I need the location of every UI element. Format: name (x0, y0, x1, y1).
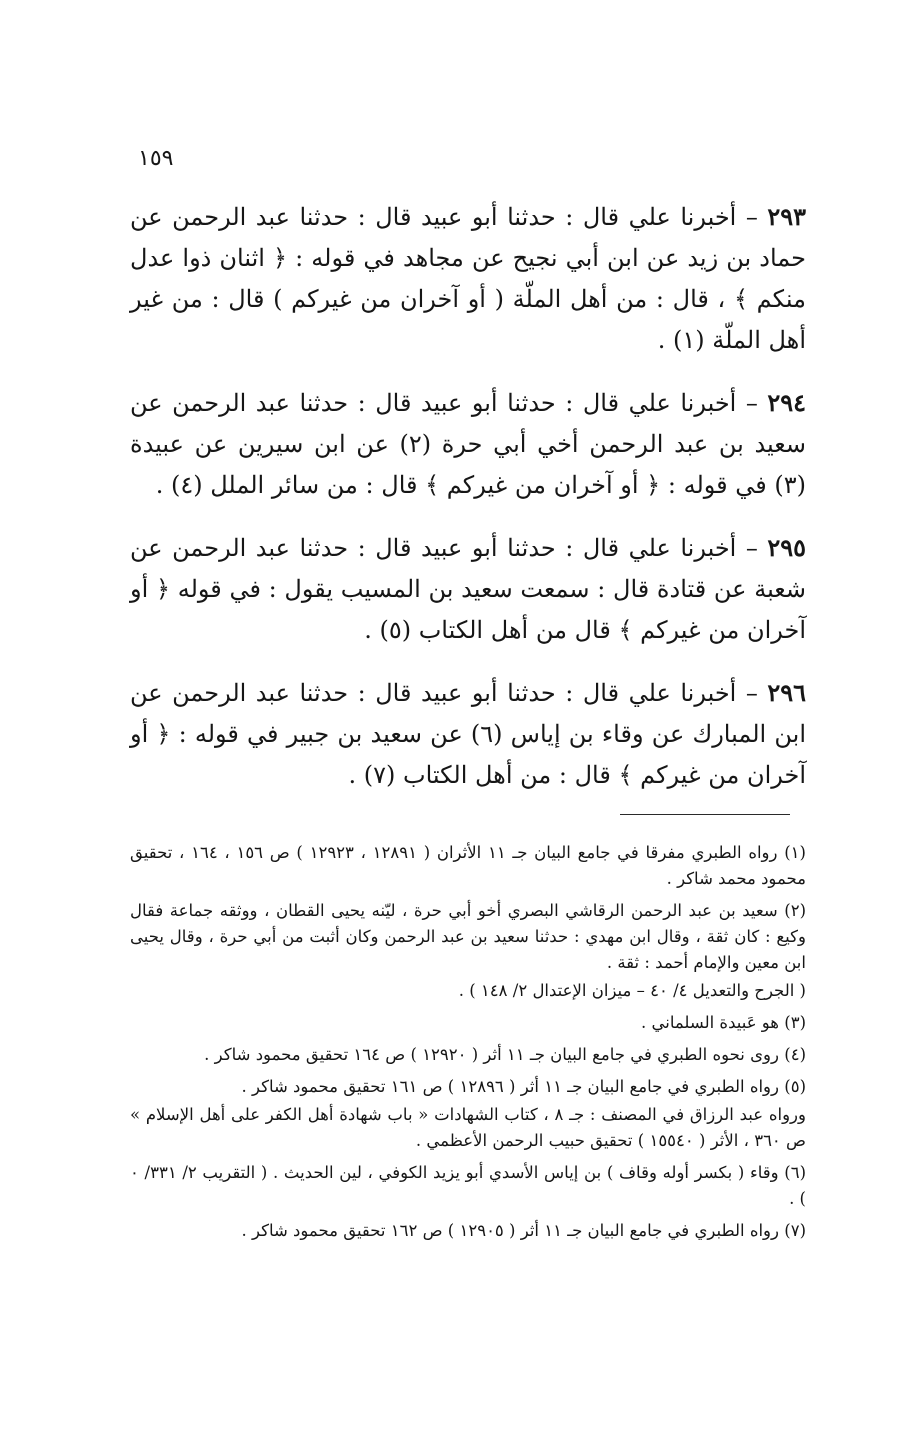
entry-number: ٢٩٤ (767, 388, 806, 417)
footnote-separator (620, 814, 790, 815)
footnote-4: (٤) روى نحوه الطبري في جامع البيان جـ ١١ أثر ( ١٢٩٢٠ ) ص ١٦٤ تحقيق محمود شاكر . (204, 1045, 806, 1064)
entry-number: ٢٩٥ (767, 533, 806, 562)
footnote-5-continuation: ورواه عبد الرزاق في المصنف : جـ ٨ ، كتاب الشهادات « باب شهادة أهل الكفر على أهل الإسلام » ص ٣٦٠ ، الأثر ( ١٥٥٤٠ ) تحقيق حبيب الرحمن الأعظمي . (130, 1105, 806, 1150)
entry-number: ٢٩٣ (767, 202, 806, 231)
hadith-entry-294 (130, 382, 806, 506)
page-number: ١٥٩ (138, 146, 174, 171)
hadith-entry-295 (130, 527, 806, 651)
footnote-3: (٣) هو عَبيدة السلماني . (640, 1013, 806, 1032)
entry-paragraph (130, 196, 806, 361)
entry-paragraph (130, 527, 806, 651)
hadith-entry-296 (130, 672, 806, 796)
entry-text: – أخبرنا علي قال : حدثنا أبو عبيد قال : حدثنا عبد الرحمن عن سعيد بن عبد الرحمن أخي أبي حرة (٢) عن ابن سيرين عن عبيدة (٣) في قوله : ﴿ أو آخران من غيركم ﴾ قال : من سائر الملل (٤) . (130, 389, 806, 499)
footnotes (130, 840, 806, 1250)
footnote-2: (٢) سعيد بن عبد الرحمن الرقاشي البصري أخو أبي حرة ، ليّنه يحيى القطان ، ووثقه جماعة فقال وكيع : كان ثقة ، وقال ابن مهدي : حدثنا سعيد بن عبد الرحمن وكان أثبت من أبي حرة ، وقال يحيى ابن معين والإمام أحمد : ثقة . (130, 901, 806, 972)
entry-number: ٢٩٦ (767, 678, 806, 707)
footnote-6: (٦) وقاء ( بكسر أوله وقاف ) بن إياس الأسدي أبو يزيد الكوفي ، لين الحديث . ( التقريب ٢/ ٣٣١/ ٠ ) . (130, 1163, 806, 1208)
entry-text: – أخبرنا علي قال : حدثنا أبو عبيد قال : حدثنا عبد الرحمن عن شعبة عن قتادة قال : سمعت سعيد بن المسيب يقول : في قوله ﴿ أو آخران من غيركم ﴾ قال من أهل الكتاب (٥) . (130, 534, 806, 644)
hadith-entry-293 (130, 196, 806, 361)
entry-text: – أخبرنا علي قال : حدثنا أبو عبيد قال : حدثنا عبد الرحمن عن ابن المبارك عن وقاء بن إياس (٦) عن سعيد بن جبير في قوله : ﴿ أو آخران من غيركم ﴾ قال : من أهل الكتاب (٧) . (130, 679, 806, 789)
footnote-7: (٧) رواه الطبري في جامع البيان جـ ١١ أثر ( ١٢٩٠٥ ) ص ١٦٢ تحقيق محمود شاكر . (241, 1221, 806, 1240)
footnote-1: (١) رواه الطبري مفرقا في جامع البيان جـ ١١ الأثران ( ١٢٨٩١ ، ١٢٩٢٣ ) ص ١٥٦ ، ١٦٤ ، تحقيق محمود محمد شاكر . (130, 843, 806, 888)
entry-paragraph (130, 382, 806, 506)
footnote-5: (٥) رواه الطبري في جامع البيان جـ ١١ أثر ( ١٢٨٩٦ ) ص ١٦١ تحقيق محمود شاكر . (241, 1077, 806, 1096)
footnote-2-reference: ( الجرح والتعديل ٤/ ٤٠ – ميزان الإعتدال ٢/ ١٤٨ ) . (458, 981, 806, 1000)
hadith-entries (130, 196, 806, 817)
entry-paragraph (130, 672, 806, 796)
entry-text: – أخبرنا علي قال : حدثنا أبو عبيد قال : حدثنا عبد الرحمن عن حماد بن زيد عن ابن أبي نجيح عن مجاهد في قوله : ﴿ اثنان ذوا عدل منكم ﴾ ، قال : من أهل الملّة ( أو آخران من غيركم ) قال : من غير أهل الملّة (١) . (130, 203, 806, 354)
